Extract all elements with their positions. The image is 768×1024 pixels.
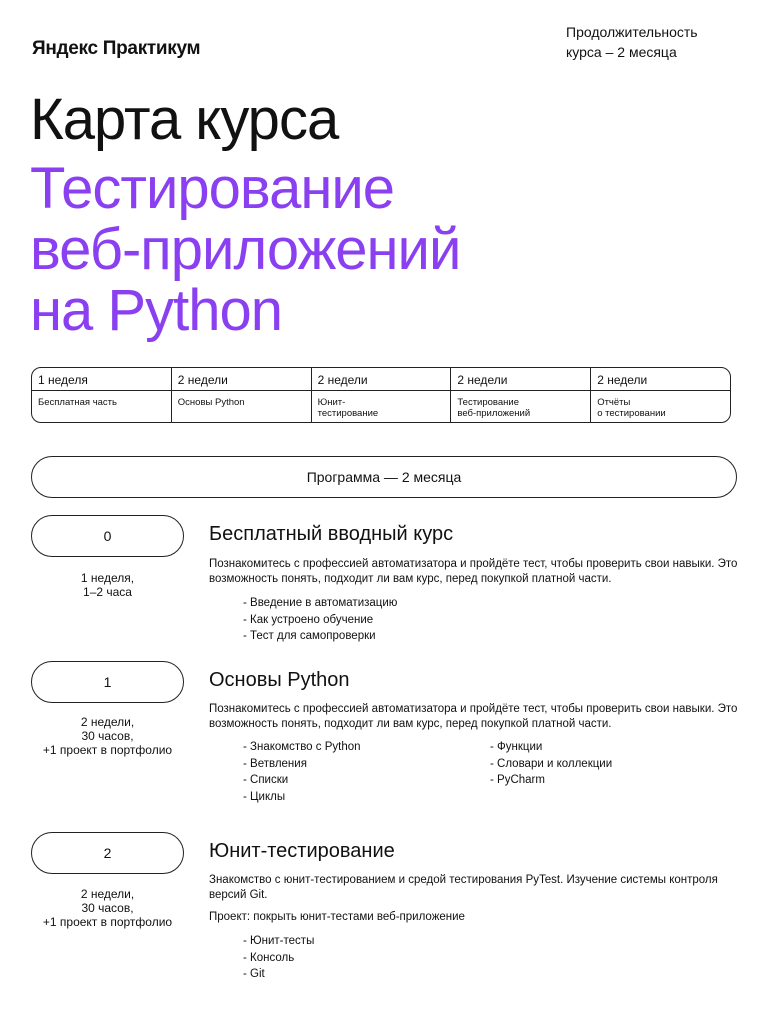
module-meta-line: 2 недели, bbox=[80, 715, 135, 729]
program-duration-pill: Программа — 2 месяца bbox=[31, 456, 737, 498]
course-title-line-3: на Python bbox=[30, 278, 282, 343]
timeline-stage bbox=[450, 368, 590, 422]
module-title: Юнит-тестирование bbox=[209, 840, 395, 862]
list-item: - Ветвления bbox=[243, 757, 307, 770]
timeline-stage-name: Отчёты о тестировании bbox=[597, 397, 666, 419]
list-item: - PyCharm bbox=[490, 774, 545, 786]
module-meta bbox=[31, 887, 184, 929]
timeline-stage-name: Тестирование веб-приложений bbox=[457, 397, 531, 419]
module-meta-line: +1 проект в портфолио bbox=[42, 743, 173, 757]
module-topics bbox=[490, 739, 612, 789]
module-project: Проект: покрыть юнит-тестами веб-приложение bbox=[209, 911, 465, 923]
list-item: - Циклы bbox=[243, 790, 286, 803]
timeline-stage bbox=[311, 368, 451, 422]
module-meta-line: +1 проект в портфолио bbox=[42, 915, 173, 929]
module-topics bbox=[243, 933, 314, 983]
timeline-stage-name: Бесплатная часть bbox=[38, 397, 117, 408]
timeline-weeks: 2 недели bbox=[172, 368, 311, 391]
timeline-weeks: 1 неделя bbox=[32, 368, 171, 391]
list-item: - Как устроено обучение bbox=[243, 613, 374, 626]
course-timeline bbox=[31, 367, 731, 423]
timeline-weeks: 2 недели bbox=[591, 368, 730, 391]
module-meta-line: 2 недели, bbox=[80, 887, 135, 901]
course-title-line-1: Тестирование bbox=[30, 156, 395, 221]
list-item: - Функции bbox=[490, 741, 543, 753]
module-number-pill: 2 bbox=[31, 832, 184, 874]
page-title: Карта курса bbox=[30, 87, 339, 152]
list-item: - Тест для самопроверки bbox=[243, 630, 376, 642]
course-title bbox=[30, 158, 460, 341]
course-duration bbox=[566, 22, 698, 62]
module-title: Бесплатный вводный курс bbox=[209, 523, 454, 545]
list-item: - Словари и коллекции bbox=[490, 757, 613, 770]
module-title: Основы Python bbox=[209, 669, 350, 691]
module-meta-line: 30 часов, bbox=[81, 729, 134, 743]
module-meta bbox=[31, 571, 184, 599]
module-topics bbox=[243, 739, 361, 805]
course-title-line-2: веб-приложений bbox=[30, 217, 461, 282]
list-item: - Юнит-тесты bbox=[243, 935, 315, 947]
list-item: - Консоль bbox=[243, 951, 295, 964]
module-description: Познакомитесь с профессией автоматизатора и пройдёте тест, чтобы проверить свои навыки. Это возможность понять, подходит ли вам курс, перед покупкой платной части. bbox=[209, 703, 738, 730]
duration-line-2: курса – 2 месяца bbox=[566, 44, 677, 60]
module-meta-line: 1 неделя, bbox=[80, 571, 135, 585]
module-description: Познакомитесь с профессией автоматизатора и пройдёте тест, чтобы проверить свои навыки. Это возможность понять, подходит ли вам курс, перед покупкой платной части. bbox=[209, 558, 738, 585]
duration-line-1: Продолжительность bbox=[566, 24, 698, 40]
timeline-stage bbox=[32, 368, 171, 422]
list-item: - Знакомство с Python bbox=[243, 741, 361, 753]
module-number-pill: 1 bbox=[31, 661, 184, 703]
module-meta-line: 1–2 часа bbox=[83, 585, 132, 599]
module-number-pill: 0 bbox=[31, 515, 184, 557]
module-meta-line: 30 часов, bbox=[81, 901, 134, 915]
timeline-stage bbox=[590, 368, 730, 422]
list-item: - Git bbox=[243, 968, 265, 980]
timeline-weeks: 2 недели bbox=[451, 368, 590, 391]
module-topics bbox=[243, 595, 397, 645]
list-item: - Списки bbox=[243, 774, 289, 786]
module-description: Знакомство с юнит-тестированием и средой тестирования PyTest. Изучение системы контроля версий Git. bbox=[209, 874, 718, 901]
logo: Яндекс Практикум bbox=[32, 38, 201, 59]
timeline-stage bbox=[171, 368, 311, 422]
timeline-stage-name: Юнит- тестирование bbox=[317, 397, 379, 419]
timeline-weeks: 2 недели bbox=[312, 368, 451, 391]
module-meta bbox=[31, 715, 184, 757]
timeline-stage-name: Основы Python bbox=[177, 397, 245, 408]
list-item: - Введение в автоматизацию bbox=[243, 597, 398, 609]
